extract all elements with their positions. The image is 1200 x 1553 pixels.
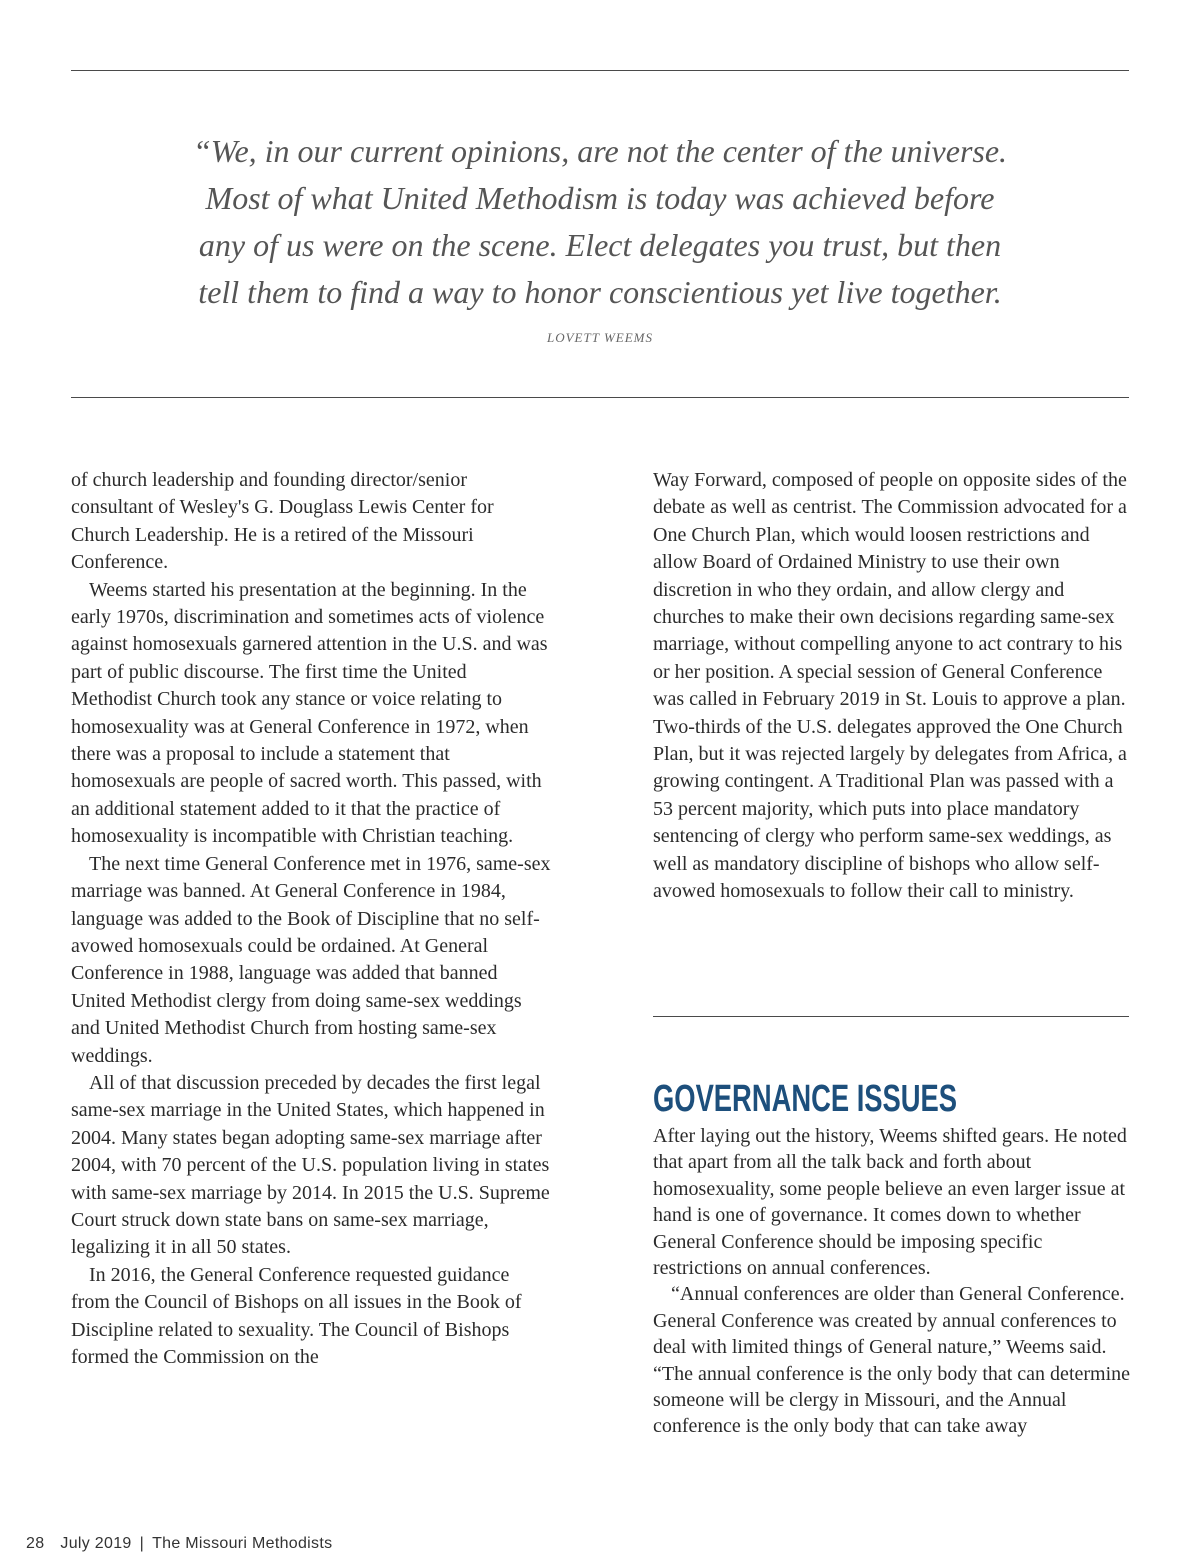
pull-quote-line: “We, in our current opinions, are not the center of the universe. — [192, 133, 1008, 169]
body-paragraph: Way Forward, composed of people on opposite sides of the debate as well as centrist. The Commission advocated for a One Church Plan, which would loosen restrictions and allow Board of Ordained Ministry to use their own discretion in who they ordain, and allow clergy and churches to make their own decisions regarding same-sex marriage, without compelling anyone to act contrary to his or her position. A special session of General Conference was called in February 2019 in St. Louis to approve a plan. Two-thirds of the U.S. delegates approved the One Church Plan, but it was rejected largely by delegates from Africa, a growing contingent. A Traditional Plan was passed with a 53 percent majority, which puts into place mandatory sentencing of clergy who perform same-sex weddings, as well as mandatory discipline of bishops who allow self-avowed homosexuals to follow their call to ministry. — [653, 469, 1127, 903]
body-paragraph: In 2016, the General Conference requested guidance from the Council of Bishops on all issues in the Book of Discipline related to sexuality. The Council of Bishops formed the Commission on the — [71, 1263, 522, 1368]
right-column-top — [653, 467, 1133, 906]
body-paragraph: “Annual conferences are older than General Conference. General Conference was created by annual conferences to deal with limited things of General nature,” Weems said. “The annual conference is the only body that can determine someone will be clergy in Missouri, and the Annual conference is the only body that can take away — [653, 1283, 1131, 1438]
pull-quote-attribution: LOVETT WEEMS — [546, 330, 653, 345]
page-number: 28 — [26, 1535, 45, 1552]
pull-quote-line: Most of what United Methodism is today was achieved before — [205, 180, 995, 216]
quote-bottom-rule — [71, 397, 1129, 398]
body-paragraph: of church leadership and founding director/senior consultant of Wesley's G. Douglass Lewis Center for Church Leadership. He is a retired of the Missouri Conference. — [71, 469, 494, 574]
top-rule — [71, 70, 1129, 71]
body-paragraph: All of that discussion preceded by decades the first legal same-sex marriage in the United States, which happened in 2004. Many states began adopting same-sex marriage after 2004, with 70 percent of the U.S. population living in states with same-sex marriage by 2014. In 2015 the U.S. Supreme Court struck down state bans on same-sex marriage, legalizing it in all 50 states. — [71, 1071, 550, 1259]
body-paragraph: The next time General Conference met in 1976, same-sex marriage was banned. At General Conference in 1984, language was added to the Book of Discipline that no self-avowed homosexuals could be ordained. At General Conference in 1988, language was added that banned United Methodist clergy from doing same-sex weddings and United Methodist Church from hosting same-sex weddings. — [71, 852, 551, 1067]
section-heading: GOVERNANCE ISSUES — [653, 1078, 958, 1120]
section-divider-rule — [653, 1016, 1129, 1017]
issue-date: July 2019 — [60, 1535, 132, 1552]
publication-name: The Missouri Methodists — [152, 1535, 333, 1552]
body-paragraph: Weems started his presentation at the beginning. In the early 1970s, discrimination and sometimes acts of violence against homosexuals garnered attention in the U.S. and was part of public discourse. The first time the United Methodist Church took any stance or voice relating to homosexuality was at General Conference in 1972, when there was a proposal to include a statement that homosexuals are people of sacred worth. This passed, with an additional statement added to it that the practice of homosexuality is incompatible with Christian teaching. — [71, 578, 548, 848]
body-paragraph: After laying out the history, Weems shifted gears. He noted that apart from all the talk back and forth about homosexuality, some people believe an even larger issue at hand is one of governance. It comes down to whether General Conference should be imposing specific restrictions on annual conferences. — [653, 1125, 1127, 1280]
page-footer — [26, 1535, 332, 1553]
footer-separator: | — [139, 1535, 145, 1552]
pull-quote — [120, 128, 1080, 346]
pull-quote-line: tell them to find a way to honor conscientious yet live together. — [198, 274, 1002, 310]
right-column-section — [653, 1123, 1133, 1440]
left-column — [71, 467, 551, 1371]
pull-quote-line: any of us were on the scene. Elect delegates you trust, but then — [198, 227, 1002, 263]
